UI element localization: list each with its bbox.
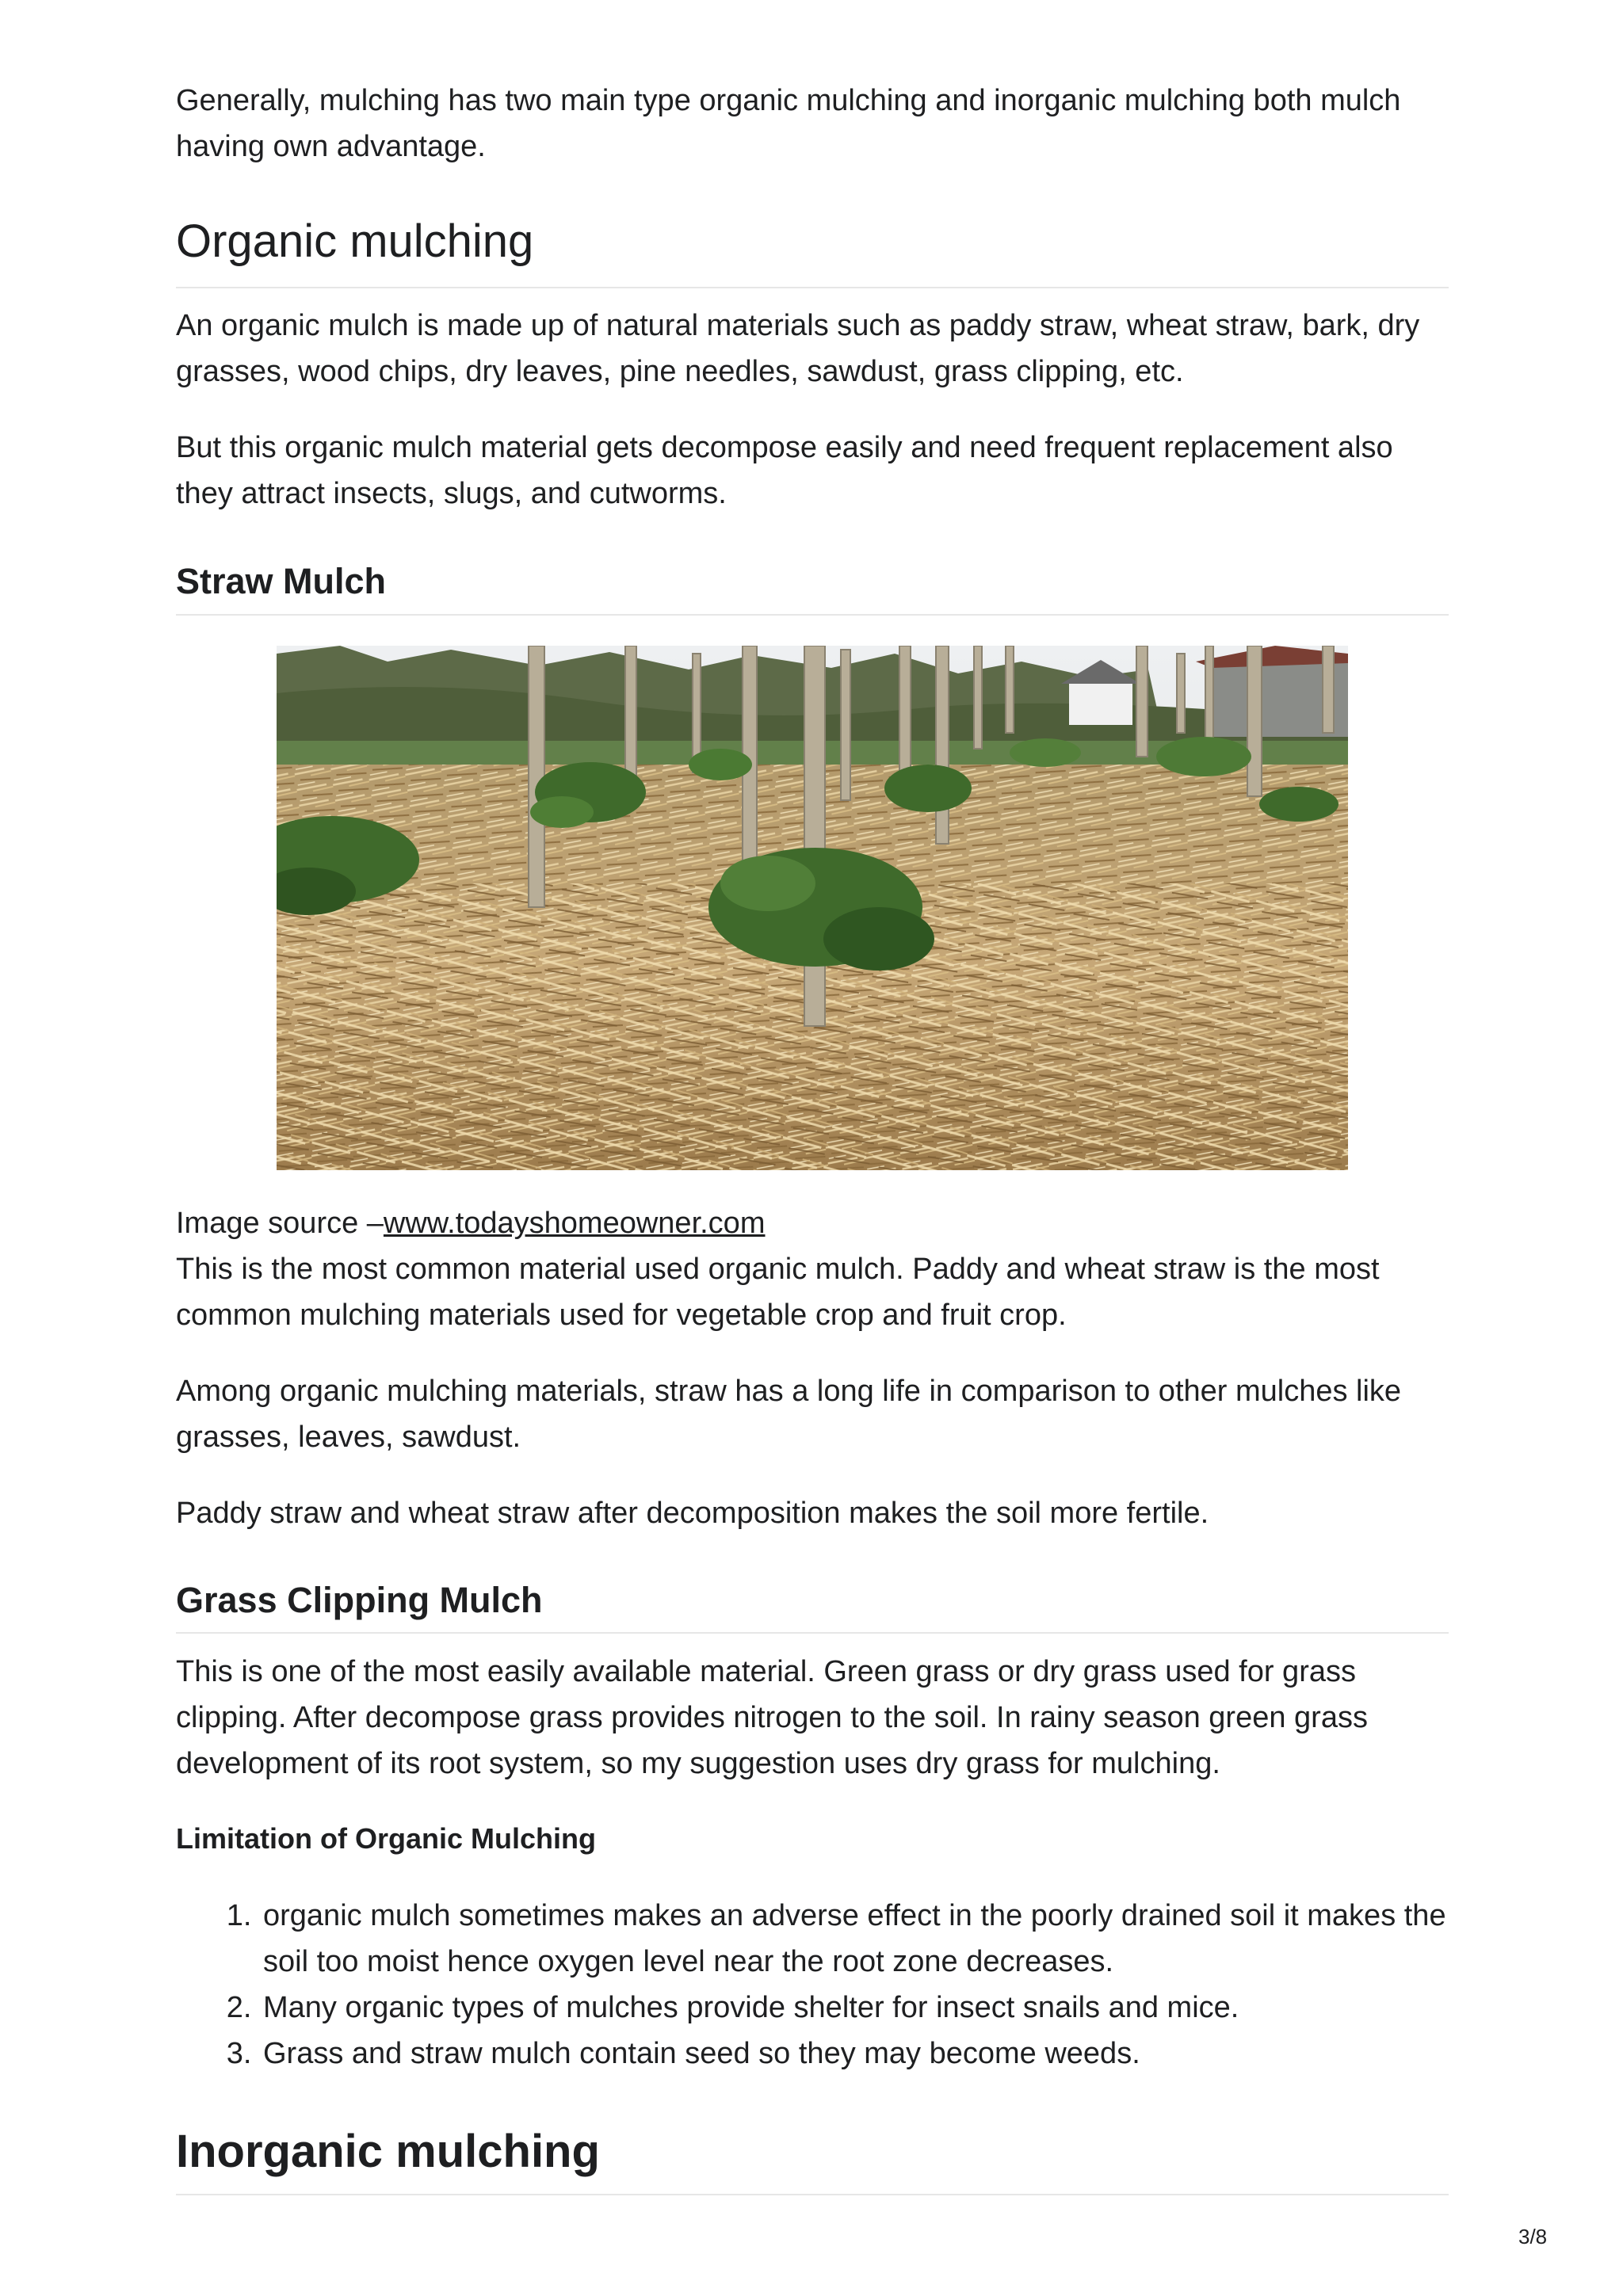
page-number: 3/8 [1518, 2225, 1548, 2248]
divider [176, 2194, 1449, 2195]
straw-p3-block [176, 1490, 1449, 1536]
straw-p2-block [176, 1368, 1449, 1460]
organic-mulching-heading: Organic mulching [176, 215, 534, 267]
list-item: 3. Grass and straw mulch contain seed so they may become weeds. [260, 2031, 1449, 2077]
limitations-heading-block [176, 1819, 1449, 1859]
divider [176, 614, 1449, 616]
straw-paragraph-1: This is the most common material used organic mulch. Paddy and wheat straw is the most common mulching materials used for vegetable crop and fruit crop. [176, 1253, 1380, 1332]
straw-mulch-heading: Straw Mulch [176, 561, 387, 601]
organic-paragraph-2: But this organic mulch material gets decompose easily and need frequent replacement also they attract insects, slugs, and cutworms. [176, 431, 1393, 510]
intro-paragraph: Generally, mulching has two main type organic mulching and inorganic mulching both mulch having own advantage. [176, 84, 1401, 163]
organic-p2-block [176, 425, 1449, 517]
list-item: 1. organic mulch sometimes makes an adverse effect in the poorly drained soil it makes the soil too moist hence oxygen level near the root zone decreases. [260, 1893, 1449, 1985]
grass-paragraph-1: This is one of the most easily available material. Green grass or dry grass used for grass clipping. After decompose grass provides nitrogen to the soil. In rainy season green grass development of its root system, so my suggestion uses dry grass for mulching. [176, 1655, 1368, 1780]
divider [176, 1632, 1449, 1634]
straw-heading-block [176, 559, 1449, 605]
grass-clipping-heading: Grass Clipping Mulch [176, 1580, 543, 1620]
straw-mulch-photo [277, 646, 1348, 1170]
image-source-label: Image source – [176, 1207, 384, 1240]
straw-paragraph-2: Among organic mulching materials, straw has a long life in comparison to other mulches like grasses, leaves, sawdust. [176, 1375, 1402, 1454]
inorganic-mulching-heading: Inorganic mulching [176, 2126, 600, 2177]
organic-paragraph-1: An organic mulch is made up of natural materials such as paddy straw, wheat straw, bark, dry grasses, wood chips, dry leaves, pine needles, sawdust, grass clipping, etc. [176, 309, 1420, 388]
organic-heading-block [176, 214, 1449, 269]
grass-heading-block [176, 1577, 1449, 1623]
straw-p1-block [176, 1246, 1449, 1338]
limitations-heading: Limitation of Organic Mulching [176, 1822, 596, 1855]
limitations-list [176, 1893, 1449, 2077]
grass-p1-block [176, 1649, 1449, 1787]
straw-paragraph-3: Paddy straw and wheat straw after decomposition makes the soil more fertile. [176, 1497, 1209, 1530]
image-source-line [176, 1200, 1449, 1246]
image-source-link[interactable]: www.todayshomeowner.com [383, 1207, 766, 1240]
intro-paragraph-block [176, 78, 1449, 170]
organic-p1-block [176, 303, 1449, 395]
list-item: 2. Many organic types of mulches provide shelter for insect snails and mice. [260, 1985, 1449, 2031]
inorganic-heading-block [176, 2123, 1449, 2180]
limitations-list-block [176, 1893, 1449, 2077]
divider [176, 287, 1449, 288]
